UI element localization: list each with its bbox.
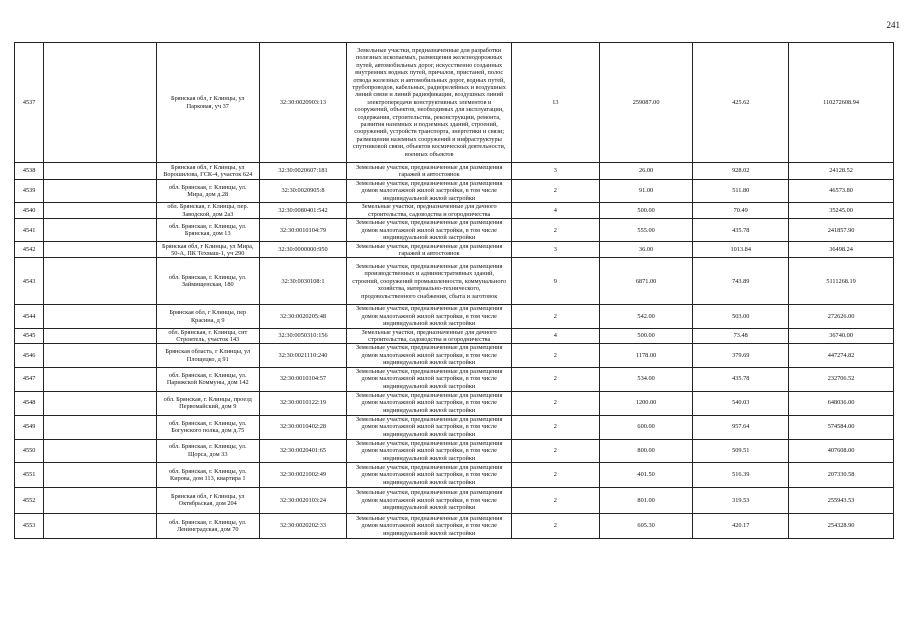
row-number: 4550	[15, 439, 44, 462]
row-address: обл. Брянская, г. Клинцы, ул. Займищенская, 180	[156, 258, 259, 305]
row-spacer	[44, 180, 157, 203]
row-use-group: 2	[511, 344, 599, 367]
row-land-use: Земельные участки, предназначенные для дачного строительства, садоводства и огородничества	[347, 328, 512, 344]
row-land-use: Земельные участки, предназначенные для размещения домов малоэтажной жилой застройки, в том числе индивидуальной жилой застройки	[347, 487, 512, 513]
row-area: 1178.00	[599, 344, 693, 367]
row-land-use: Земельные участки, предназначенные для размещения домов малоэтажной жилой застройки, в том числе индивидуальной жилой застройки	[347, 219, 512, 242]
row-address: Брянская обл, г Клинцы, ул Ворошилова, ГСК-4, участок 624	[156, 163, 259, 180]
row-specific-value: 503.00	[693, 305, 789, 328]
row-cadastral-value: 447274.82	[789, 344, 894, 367]
row-specific-value: 425.62	[693, 43, 789, 163]
row-number: 4543	[15, 258, 44, 305]
row-number: 4540	[15, 203, 44, 219]
row-spacer	[44, 391, 157, 415]
row-specific-value: 540.03	[693, 391, 789, 415]
table-row	[15, 305, 894, 328]
row-cadastral-number: 32:30:0010122:19	[259, 391, 347, 415]
row-cadastral-value: 24128.52	[789, 163, 894, 180]
row-cadastral-number: 32:30:0030108:1	[259, 258, 347, 305]
row-address: обл. Брянская, г. Клинцы, ул. Парижской Коммуны, дом 142	[156, 367, 259, 391]
row-cadastral-value: 110272608.94	[789, 43, 894, 163]
row-address: Брянская обл, г Клинцы, ул Октябрьская, дом 204	[156, 487, 259, 513]
row-use-group: 2	[511, 305, 599, 328]
row-area: 259087.00	[599, 43, 693, 163]
row-use-group: 2	[511, 462, 599, 487]
row-number: 4544	[15, 305, 44, 328]
row-number: 4548	[15, 391, 44, 415]
row-specific-value: 1013.84	[693, 242, 789, 258]
row-number: 4545	[15, 328, 44, 344]
row-use-group: 2	[511, 219, 599, 242]
row-number: 4552	[15, 487, 44, 513]
row-area: 801.00	[599, 487, 693, 513]
table-row	[15, 163, 894, 180]
row-address: обл. Брянская, г. Клинцы, ул. Брянская, дом 13	[156, 219, 259, 242]
row-specific-value: 928.02	[693, 163, 789, 180]
row-specific-value: 509.51	[693, 439, 789, 462]
row-cadastral-value: 5111268.19	[789, 258, 894, 305]
row-number: 4539	[15, 180, 44, 203]
row-spacer	[44, 462, 157, 487]
row-area: 26.00	[599, 163, 693, 180]
row-land-use: Земельные участки, предназначенные для размещения домов малоэтажной жилой застройки, в том числе индивидуальной жилой застройки	[347, 344, 512, 367]
row-spacer	[44, 367, 157, 391]
row-cadastral-value: 207330.58	[789, 462, 894, 487]
row-spacer	[44, 487, 157, 513]
row-address: обл. Брянская, г. Клинцы, ул. Кирова, дом 113, квартира 1	[156, 462, 259, 487]
table-row	[15, 344, 894, 367]
row-land-use: Земельные участки, предназначенные для размещения домов малоэтажной жилой застройки, в том числе индивидуальной жилой застройки	[347, 513, 512, 538]
table-row	[15, 242, 894, 258]
table-row	[15, 328, 894, 344]
row-cadastral-value: 272626.00	[789, 305, 894, 328]
row-address: обл. Брянская, г. Клинцы, ул. Ленинградская, дом 70	[156, 513, 259, 538]
row-spacer	[44, 328, 157, 344]
cadastral-value-table	[14, 42, 894, 539]
row-use-group: 2	[511, 391, 599, 415]
row-area: 6871.00	[599, 258, 693, 305]
row-spacer	[44, 258, 157, 305]
row-number: 4553	[15, 513, 44, 538]
row-specific-value: 70.49	[693, 203, 789, 219]
row-land-use: Земельные участки, предназначенные для размещения домов малоэтажной жилой застройки, в том числе индивидуальной жилой застройки	[347, 305, 512, 328]
row-cadastral-number: 32:30:0010104:79	[259, 219, 347, 242]
row-cadastral-number: 32:30:0010104:57	[259, 367, 347, 391]
row-area: 800.00	[599, 439, 693, 462]
row-specific-value: 743.89	[693, 258, 789, 305]
row-number: 4542	[15, 242, 44, 258]
row-address: обл. Брянская, г. Клинцы, ул. Мира, дом д.28	[156, 180, 259, 203]
row-area: 500.00	[599, 203, 693, 219]
table-row	[15, 180, 894, 203]
row-area: 500.00	[599, 328, 693, 344]
row-spacer	[44, 242, 157, 258]
row-specific-value: 511.80	[693, 180, 789, 203]
table-row	[15, 367, 894, 391]
row-specific-value: 379.69	[693, 344, 789, 367]
row-land-use: Земельные участки, предназначенные для размещения домов малоэтажной жилой застройки, в том числе индивидуальной жилой застройки	[347, 462, 512, 487]
row-number: 4547	[15, 367, 44, 391]
table-row	[15, 487, 894, 513]
row-spacer	[44, 415, 157, 439]
table-row	[15, 391, 894, 415]
row-spacer	[44, 513, 157, 538]
table-row	[15, 462, 894, 487]
table-row	[15, 219, 894, 242]
page-number: 241	[886, 20, 900, 30]
row-address: обл. Брянская, г. Клинцы, пер. Заводской, дом 2а3	[156, 203, 259, 219]
row-spacer	[44, 305, 157, 328]
row-use-group: 3	[511, 242, 599, 258]
row-use-group: 2	[511, 180, 599, 203]
row-cadastral-number: 32:30:0020903:13	[259, 43, 347, 163]
table-row	[15, 513, 894, 538]
row-number: 4538	[15, 163, 44, 180]
row-address: обл. Брянская, г. Клинцы, проезд Первомайский, дом 9	[156, 391, 259, 415]
row-use-group: 2	[511, 513, 599, 538]
row-spacer	[44, 344, 157, 367]
row-cadastral-value: 254328.90	[789, 513, 894, 538]
row-spacer	[44, 439, 157, 462]
row-address: обл. Брянская, г. Клинцы, снт Строитель, участок 143	[156, 328, 259, 344]
row-use-group: 9	[511, 258, 599, 305]
row-area: 605.30	[599, 513, 693, 538]
row-cadastral-value: 574584.00	[789, 415, 894, 439]
table-row	[15, 415, 894, 439]
row-cadastral-value: 407608.00	[789, 439, 894, 462]
row-number: 4546	[15, 344, 44, 367]
row-cadastral-number: 32:30:0020202:33	[259, 513, 347, 538]
row-land-use: Земельные участки, предназначенные для размещения домов малоэтажной жилой застройки, в том числе индивидуальной жилой застройки	[347, 180, 512, 203]
row-use-group: 2	[511, 439, 599, 462]
row-address: обл. Брянская, г. Клинцы, ул. Щорса, дом 33	[156, 439, 259, 462]
row-spacer	[44, 43, 157, 163]
row-area: 534.00	[599, 367, 693, 391]
row-use-group: 3	[511, 163, 599, 180]
row-address: обл. Брянская, г. Клинцы, ул. Богунского полка, дом д.75	[156, 415, 259, 439]
row-cadastral-number: 32:30:0020401:65	[259, 439, 347, 462]
row-cadastral-value: 36740.00	[789, 328, 894, 344]
row-use-group: 4	[511, 203, 599, 219]
row-cadastral-number: 32:30:0021110:240	[259, 344, 347, 367]
row-spacer	[44, 219, 157, 242]
row-cadastral-value: 35245.00	[789, 203, 894, 219]
row-cadastral-value: 232706.52	[789, 367, 894, 391]
row-land-use: Земельные участки, предназначенные для размещения производственных и административных зданий, строений, сооружений промышленности, коммунального хозяйства, материально-технического, продовольственного снабжения, сбыта и заготовок	[347, 258, 512, 305]
row-specific-value: 420.17	[693, 513, 789, 538]
row-specific-value: 319.53	[693, 487, 789, 513]
row-address: Брянская обл, г Клинцы, пер Красина, д 9	[156, 305, 259, 328]
row-area: 36.00	[599, 242, 693, 258]
row-area: 542.00	[599, 305, 693, 328]
row-specific-value: 435.78	[693, 367, 789, 391]
row-number: 4551	[15, 462, 44, 487]
row-address: Брянская область, г Клинцы, ул Площецко, д 91	[156, 344, 259, 367]
row-use-group: 2	[511, 487, 599, 513]
row-cadastral-value: 255943.53	[789, 487, 894, 513]
row-cadastral-number: 32:30:0020607:181	[259, 163, 347, 180]
row-area: 555.00	[599, 219, 693, 242]
table-row	[15, 439, 894, 462]
row-cadastral-number: 32:30:0010402:28	[259, 415, 347, 439]
row-area: 1200.00	[599, 391, 693, 415]
row-number: 4549	[15, 415, 44, 439]
row-area: 91.00	[599, 180, 693, 203]
row-cadastral-number: 32:30:0020905:8	[259, 180, 347, 203]
row-land-use: Земельные участки, предназначенные для дачного строительства, садоводства и огородничества	[347, 203, 512, 219]
row-land-use: Земельные участки, предназначенные для размещения домов малоэтажной жилой застройки, в том числе индивидуальной жилой застройки	[347, 439, 512, 462]
row-use-group: 13	[511, 43, 599, 163]
row-area: 401.50	[599, 462, 693, 487]
row-specific-value: 435.78	[693, 219, 789, 242]
row-address: Брянская обл, г Клинцы, ул Мира, 50-А, ПК Техмаш-1, уч 290	[156, 242, 259, 258]
row-use-group: 2	[511, 367, 599, 391]
table-row	[15, 203, 894, 219]
table-row	[15, 43, 894, 163]
row-specific-value: 957.64	[693, 415, 789, 439]
row-land-use: Земельные участки, предназначенные для размещения гаражей и автостоянок	[347, 242, 512, 258]
row-land-use: Земельные участки, предназначенные для разработки полезных ископаемых, размещения железнодорожных путей, автомобильных дорог, искусственно созданных внутренних водных путей, причалов, пристаней, полос отвода железных и автомобильных дорог, водных путей, трубопроводов, кабельных, радиорелейных и воздушных линий связи и линий радиофикации, воздушных линий электропередачи конструктивных элементов и сооружений, объектов, необходимых для эксплуатации, содержания, строительства, реконструкции, ремонта, развития наземных и подземных зданий, строений, сооружений, устройств транспорта, энергетики и связи; размещения наземных сооружений и инфраструктуры спутниковой связи, объектов космической деятельности, военных объектов	[347, 43, 512, 163]
row-cadastral-number: 32:30:0000000:950	[259, 242, 347, 258]
row-land-use: Земельные участки, предназначенные для размещения гаражей и автостоянок	[347, 163, 512, 180]
row-cadastral-value: 648036.00	[789, 391, 894, 415]
row-spacer	[44, 203, 157, 219]
row-cadastral-value: 46573.80	[789, 180, 894, 203]
row-cadastral-value: 36498.24	[789, 242, 894, 258]
row-spacer	[44, 163, 157, 180]
row-number: 4537	[15, 43, 44, 163]
row-number: 4541	[15, 219, 44, 242]
row-specific-value: 516.39	[693, 462, 789, 487]
row-specific-value: 73.48	[693, 328, 789, 344]
row-use-group: 4	[511, 328, 599, 344]
row-cadastral-number: 32:30:0020103:24	[259, 487, 347, 513]
table-row	[15, 258, 894, 305]
row-use-group: 2	[511, 415, 599, 439]
row-cadastral-number: 32:30:0021002:49	[259, 462, 347, 487]
row-cadastral-number: 32:30:0020205:48	[259, 305, 347, 328]
row-area: 600.00	[599, 415, 693, 439]
row-cadastral-value: 241857.90	[789, 219, 894, 242]
row-address: Брянская обл, г Клинцы, ул Парковая, уч 37	[156, 43, 259, 163]
row-cadastral-number: 32:30:0080401:542	[259, 203, 347, 219]
row-cadastral-number: 32:30:0050310:156	[259, 328, 347, 344]
row-land-use: Земельные участки, предназначенные для размещения домов малоэтажной жилой застройки, в том числе индивидуальной жилой застройки	[347, 415, 512, 439]
row-land-use: Земельные участки, предназначенные для размещения домов малоэтажной жилой застройки, в том числе индивидуальной жилой застройки	[347, 367, 512, 391]
row-land-use: Земельные участки, предназначенные для размещения домов малоэтажной жилой застройки, в том числе индивидуальной жилой застройки	[347, 391, 512, 415]
